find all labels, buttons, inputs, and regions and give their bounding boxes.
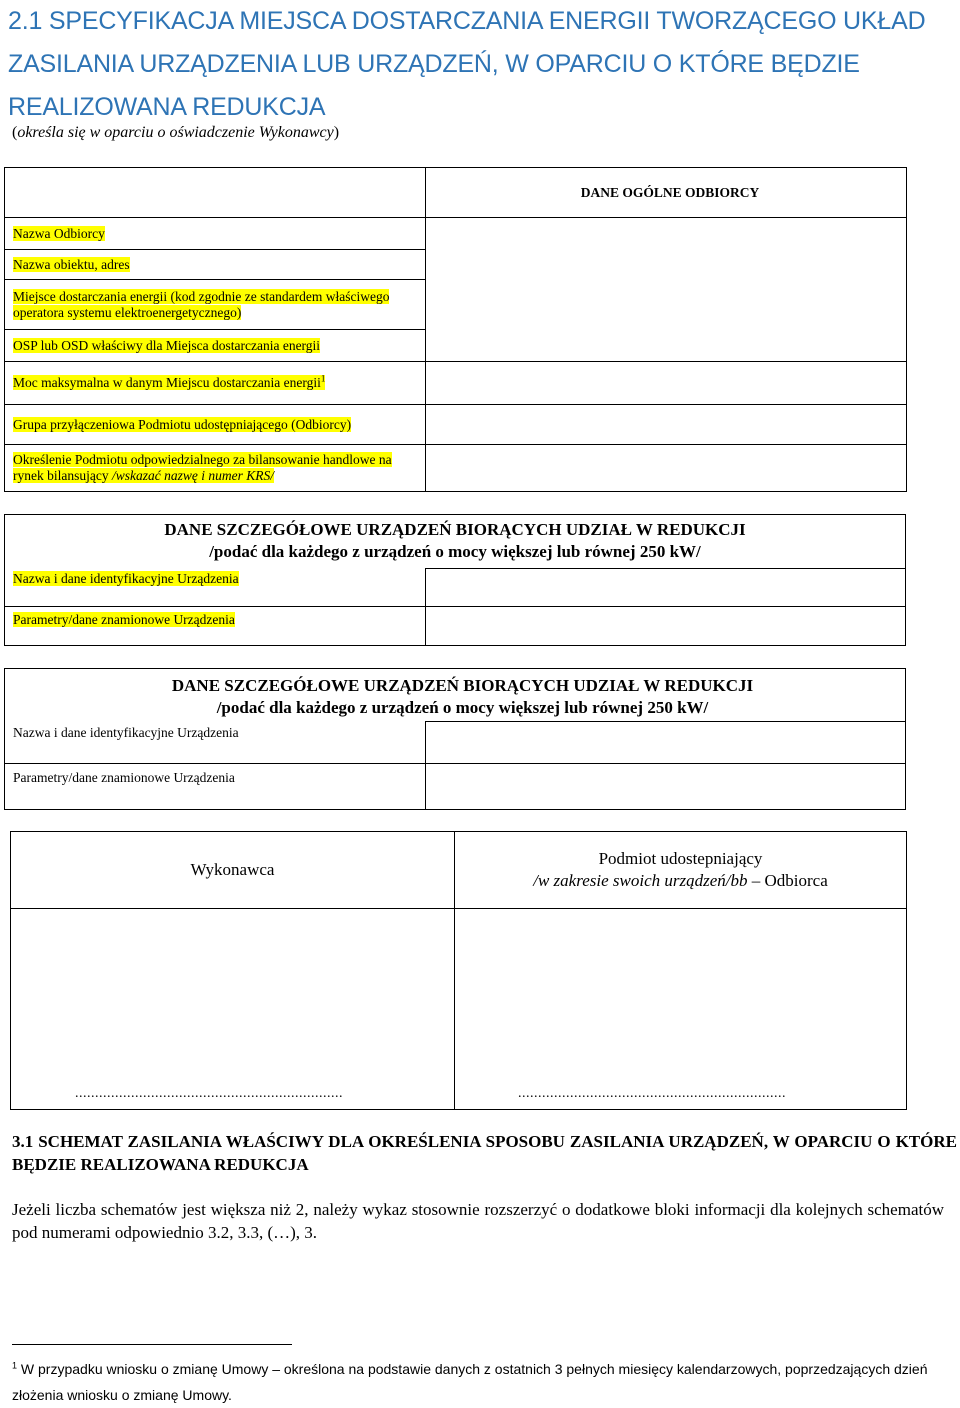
contractor-label-cell bbox=[11, 832, 455, 909]
signature-table bbox=[10, 831, 907, 1110]
device-2-params-input[interactable] bbox=[426, 764, 905, 809]
krs-note: /wskazać nazwę i numer KRS/ bbox=[111, 468, 274, 483]
max-power-input[interactable] bbox=[426, 362, 907, 405]
general-data-table bbox=[4, 167, 907, 492]
section-3-paragraph: Jeżeli liczba schematów jest większa niż 2, należy wykaz stosownie rozszerzyć o dodatkowe bloki informacji dla kolejnych schematów pod numerami odpowiednio 3.2, 3.3, (…), 3. bbox=[12, 1200, 944, 1242]
field-label-customer-name: Nazwa Odbiorcy bbox=[13, 225, 105, 241]
subtitle: (określa się w oparciu o oświadczenie Wykonawcy) bbox=[12, 124, 340, 141]
connection-group-input[interactable] bbox=[426, 405, 907, 445]
footnote-divider bbox=[12, 1344, 292, 1345]
field-label-balancing-entity: Określenie Podmiotu odpowiedzialnego za bilansowanie handlowe na rynek bilansujący /wskazać nazwę i numer KRS/ bbox=[13, 452, 392, 483]
field-label-delivery-point: Miejsce dostarczania energii (kod zgodnie ze standardem właściwego operatora systemu elektroenergetycznego) bbox=[13, 288, 390, 320]
field-label-object-address: Nazwa obiektu, adres bbox=[13, 256, 130, 272]
customer-signature-field[interactable] bbox=[455, 909, 907, 1110]
device-1-params-input[interactable] bbox=[426, 607, 905, 645]
field-label-connection-group: Grupa przyłączeniowa Podmiotu udostępniającego (Odbiorcy) bbox=[13, 416, 352, 432]
customer-label-cell: Podmiot udostepniający /w zakresie swoich urządzeń/bb – Odbiorca bbox=[455, 832, 907, 909]
footnote-number: 1 bbox=[12, 1360, 18, 1371]
device-1-params-label: Parametry/dane znamionowe Urządzenia bbox=[13, 612, 235, 627]
contractor-signature-line: ................................................................... bbox=[75, 1086, 343, 1101]
device-table-1 bbox=[4, 514, 906, 646]
balancing-entity-input[interactable] bbox=[426, 445, 907, 492]
customer-signature-line: ................................................................... bbox=[518, 1086, 786, 1101]
section-heading bbox=[8, 0, 958, 129]
footnote-text: W przypadku wniosku o zmianę Umowy – określona na podstawie danych z ostatnich 3 pełnych miesięcy kalendarzowych, poprzedzających dzień złożenia wniosku o zmianę Umowy. bbox=[12, 1361, 928, 1403]
contractor-label: Wykonawca bbox=[190, 860, 275, 879]
customer-info-input-area[interactable] bbox=[426, 218, 907, 362]
general-data-header: DANE OGÓLNE ODBIORCY bbox=[426, 168, 907, 218]
subtitle-text: określa się w oparciu o oświadczenie Wykonawcy bbox=[17, 124, 334, 141]
device-1-name-label: Nazwa i dane identyfikacyjne Urządzenia bbox=[13, 571, 239, 586]
section-3-title: 3.1 SCHEMAT ZASILANIA WŁAŚCIWY DLA OKREŚLENIA SPOSOBU ZASILANIA URZĄDZEŃ, W OPARCIU O KTÓRE BĘDZIE REALIZOWANA REDUKCJA bbox=[12, 1132, 957, 1174]
label-cell bbox=[5, 218, 426, 250]
device-2-params-label: Parametry/dane znamionowe Urządzenia bbox=[13, 770, 235, 785]
footnote-reference[interactable]: 1 bbox=[320, 373, 326, 384]
device-2-name-input[interactable] bbox=[425, 721, 906, 764]
heading-line-2: ZASILANIA URZĄDZENIA LUB URZĄDZEŃ, W OPARCIU O KTÓRE BĘDZIE bbox=[8, 50, 860, 78]
heading-line-1: 2.1 SPECYFIKACJA MIEJSCA DOSTARCZANIA ENERGII TWORZĄCEGO UKŁAD bbox=[8, 7, 926, 35]
device-1-name-input[interactable] bbox=[425, 568, 906, 607]
field-label-max-power: Moc maksymalna w danym Miejscu dostarczania energii$^1$ bbox=[13, 373, 326, 390]
heading-line-3: REALIZOWANA REDUKCJA bbox=[8, 93, 326, 121]
device-table-2 bbox=[4, 668, 906, 810]
footnote bbox=[12, 1356, 952, 1408]
device-1-header: DANE SZCZEGÓŁOWE URZĄDZEŃ BIORĄCYCH UDZIAŁ W REDUKCJI /podać dla każdego z urządzeń o mocy większej lub równej 250 kW/ bbox=[164, 520, 746, 561]
device-2-name-label: Nazwa i dane identyfikacyjne Urządzenia bbox=[13, 725, 239, 740]
field-label-operator: OSP lub OSD właściwy dla Miejsca dostarczania energii bbox=[13, 337, 321, 353]
device-2-header: DANE SZCZEGÓŁOWE URZĄDZEŃ BIORĄCYCH UDZIAŁ W REDUKCJI /podać dla każdego z urządzeń o mocy większej lub równej 250 kW/ bbox=[171, 676, 754, 717]
contractor-signature-field[interactable] bbox=[11, 909, 455, 1110]
